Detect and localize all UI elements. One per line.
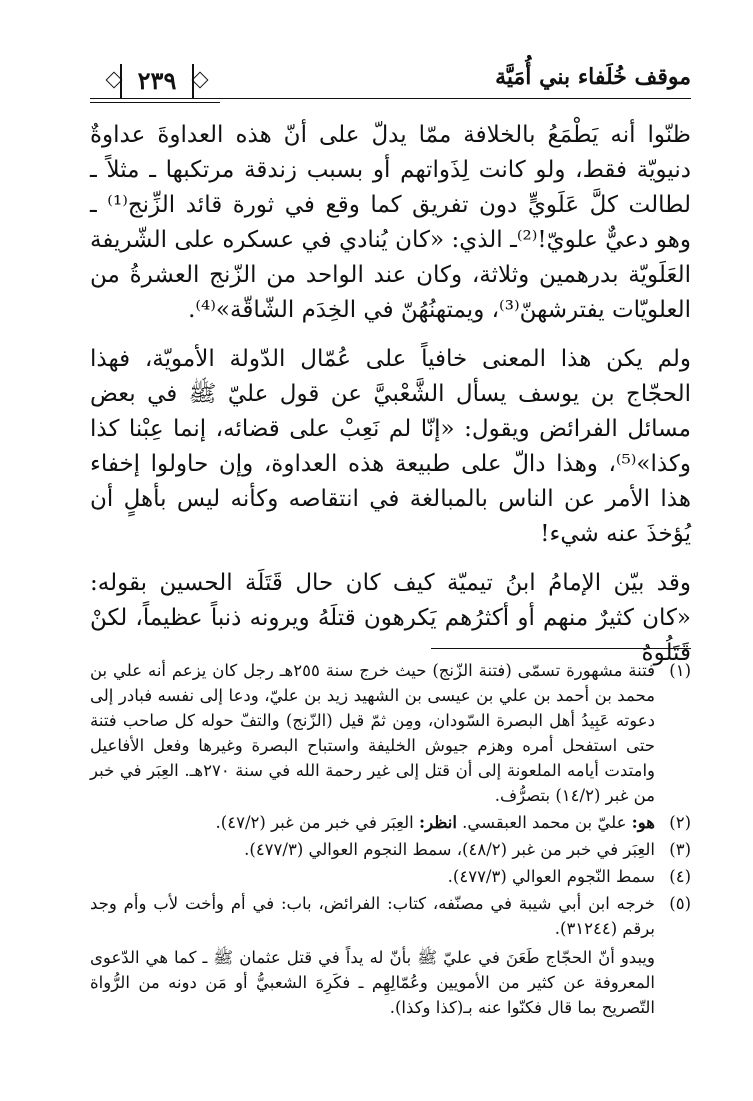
header-rule-double bbox=[90, 102, 220, 103]
header-rule bbox=[90, 98, 691, 99]
footnote-text: العِبَر في خبر من غبر (٤٨/٢)، سمط النجوم العوالي (٤٧٧/٣). bbox=[244, 840, 655, 859]
page-number-box bbox=[120, 64, 194, 98]
footnote-text: سمط النّجوم العوالي (٤٧٧/٣). bbox=[447, 867, 655, 886]
footnote-text: خرجه ابن أبي شيبة في مصنّفه، كتاب: الفرائض، باب: في أم وأخت لأب وأم وجد برقم (٣١٢٤٤). bbox=[90, 894, 655, 938]
footnote-label: هو: bbox=[631, 813, 655, 832]
footnote-5 bbox=[90, 891, 691, 941]
footnote-number: (١) bbox=[669, 661, 691, 680]
page-header bbox=[90, 58, 691, 112]
paragraph-2: ولم يكن هذا المعنى خافياً على عُمّال الدّولة الأمويّة، فهذا الحجّاج بن يوسف يسأل الشَّعْبيَّ عن قول عليّ ﷺ في بعض مسائل الفرائض ويقول: «إنّا لم نَعِبْ على قضائه، إنما عِبْنا كذا وكذا»⁽⁵⁾، وهذا دالّ على طبيعة هذه العداوة، وإن حاولوا إخفاء هذا الأمر عن الناس بالمبالغة في انتقاصه وكأنه ليس بأهلٍ أن يُؤخذَ عنه شيء! bbox=[90, 346, 691, 547]
footnote-text-part: عليّ بن محمد العبقسي. bbox=[456, 813, 632, 832]
footnote-1 bbox=[90, 658, 691, 808]
footnote-number: (٤) bbox=[669, 867, 691, 886]
footnotes bbox=[90, 658, 691, 1020]
footnote-text-part: العِبَر في خبر من غبر (٤٧/٢). bbox=[215, 813, 419, 832]
footnote-3 bbox=[90, 837, 691, 862]
footnote-text: فتنة مشهورة تسمّى (فتنة الزّنج) حيث خرج سنة ٢٥٥هـ رجل كان يزعم أنه علي بن محمد بن أحمد بن علي بن عيسى بن الشهيد زيد بن عليّ، ودعا إلى نفسه فبادر إلى دعوته عَبِيدُ أهل البصرة السّودان، ومِن ثمّ قيل (الزّنج) والتفّ حوله كل صاحب فتنة حتى استفحل أمره وهزم جيوش الخليفة واستباح البصرة وغيرها وفعل الأفاعيل وامتدت أيامه الملعونة إلى أن قتل إلى غير رحمة الله في سنة ٢٧٠هـ. العِبَر في خبر من غبر (١٤/٢) بتصرُّف. bbox=[90, 661, 655, 805]
paragraph-3: وقد بيّن الإمامُ ابنُ تيميّة كيف كان حال قَتَلَة الحسين بقوله: «كان كثيرٌ منهم أو أكثرُهم يَكرهون قتلَهُ ويرونه ذنباً عظيماً، لكنْ قَتَلُوهُ bbox=[90, 570, 691, 666]
page-number: ٢٣٩ bbox=[137, 66, 177, 95]
main-text bbox=[90, 118, 691, 685]
paragraph-1: ظنّوا أنه يَطْمَعُ بالخلافة ممّا يدلّ على أنّ هذه العداوةَ عداوةٌ دنيويّة فقط، ولو كانت لِذَواتهم أو بسبب زندقة مرتكبها ـ مثلاً ـ لطالت كلَّ عَلَويٍّ دون تفريق كما وقع في ثورة قائد الزِّنج⁽¹⁾ ـ وهو دعيٌّ علويّ!⁽²⁾ـ الذي: «كان يُنادي في عسكره على الشّريفة العَلَويّة بدرهمين وثلاثة، وكان عند الواحد من الزّنج العشرةُ من العلويّات يفترشهنّ⁽³⁾، ويمتهنُهُنّ في الخِدَم الشّاقّة»⁽⁴⁾. bbox=[90, 122, 692, 323]
footnote-number: (٥) bbox=[669, 894, 691, 913]
footnote-2 bbox=[90, 810, 691, 835]
running-title: موقف خُلَفاء بني أُمَيَّة bbox=[495, 64, 691, 90]
footnote-text bbox=[90, 810, 655, 835]
footnote-number: (٢) bbox=[669, 813, 691, 832]
footnote-number: (٣) bbox=[669, 840, 691, 859]
footnote-continuation: ويبدو أنّ الحجّاج طَعَنَ في عليّ ﷺ بأنّ له يداً في قتل عثمان ﷺ ـ كما هي الدّعوى المعروفة عن كثير من الأمويين وعُمّالِهِم ـ فكَرِهَ الشعبيُّ أو مَن دونه من الرُّواة التّصريح بما قال فكنّوا عنه بـ(كذا وكذا). bbox=[90, 948, 655, 1017]
footnote-separator bbox=[431, 648, 691, 649]
footnote-label: انظر: bbox=[419, 813, 457, 832]
footnote-4 bbox=[90, 864, 691, 889]
